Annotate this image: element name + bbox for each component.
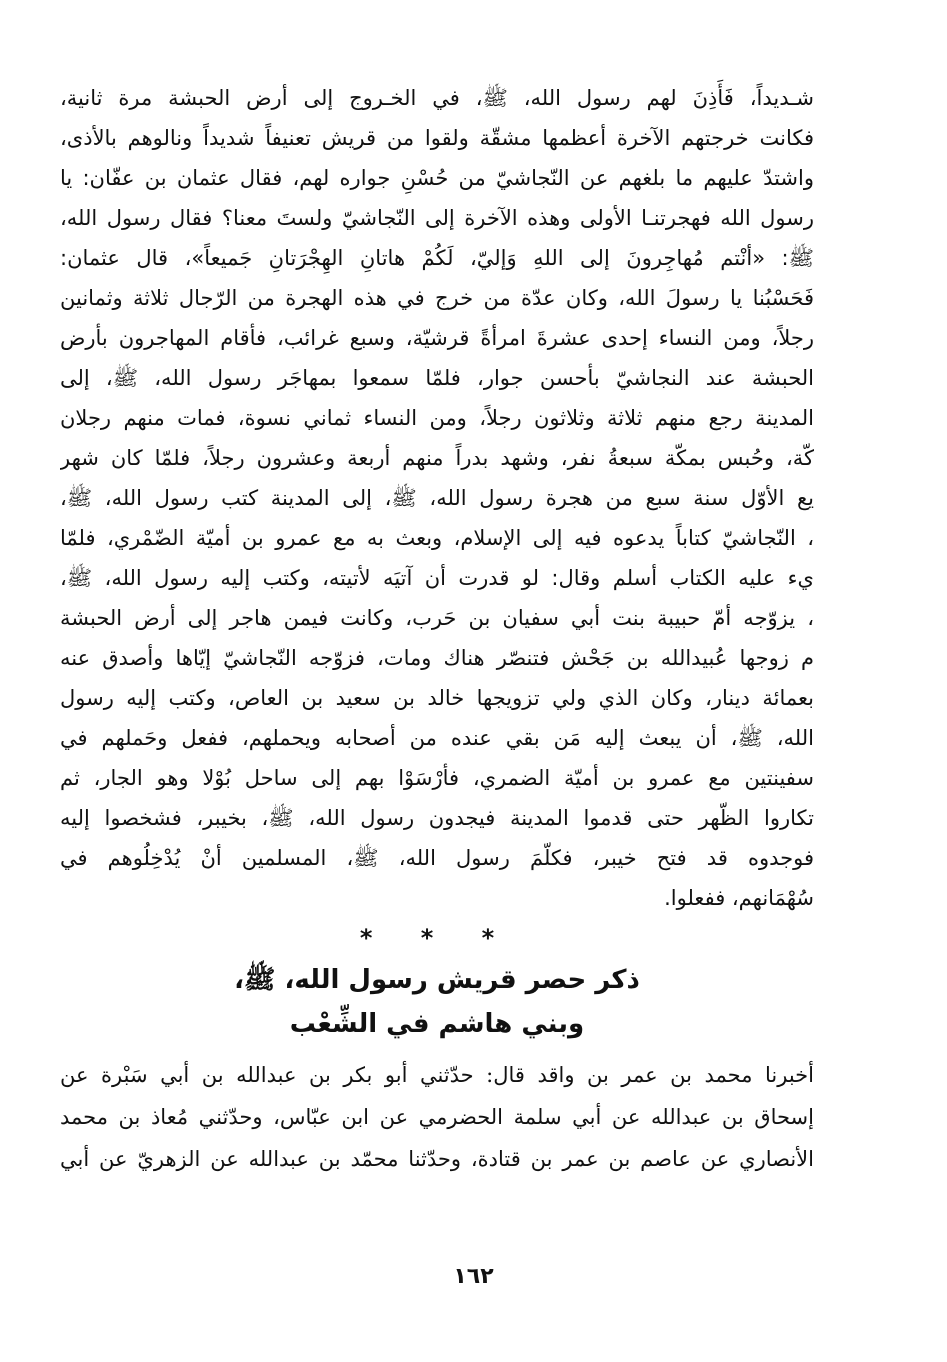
text-line: تكاروا الظّهر حتى قدموا المدينة فيجدون رسول الله، ﷺ، بخيبر، فشخصوا إليه [60,806,814,830]
text-line: فوجدوه قد فتح خيبر، فكلّمَ رسول الله، ﷺ، المسلمين أنْ يُدْخِلُوهم في [60,846,814,870]
text-line: واشتدّ عليهم ما بلغهم عن النّجاشيّ من حُسْنِ جواره لهم، فقال عثمان بن عفّان: يا [60,166,814,190]
text-line: ، النّجاشيّ كتاباً يدعوه فيه إلى الإسلام، وبعث به مع عمرو بن أميّة الضّمْري، فلمّا [60,526,814,550]
text-line: الأنصاري عن عاصم بن عمر بن قتادة، وحدّثنا محمّد بن عبدالله عن الزهريّ عن أبي [60,1147,814,1171]
text-line: رجلاً، ومن النساء إحدى عشرةَ امرأةً قرشيّة، وسبع غرائب، فأقام المهاجرون بأرض [60,326,814,350]
text-line: سُهْمَانهم، ففعلوا. [664,886,814,910]
text-line: ﷺ: «أنْتم مُهاجِرونَ إلى اللهِ وَإليّ، لَكُمْ هاتانِ الهِجْرَتانِ جَميعاً»، قال عثمان: [60,246,814,270]
text-line: يء عليه الكتاب أسلم وقال: لو قدرت أن آتيَه لأتيته، وكتب إليه رسول الله، ﷺ، [60,566,814,590]
page-body [60,78,814,1180]
text-line: رسول الله فهجرتنـا الأولى وهذه الآخرة إلى النّجاشيّ ولستَ معنا؟ فقال رسول الله، [60,206,814,230]
paragraph-2 [60,1054,814,1180]
paragraph-1 [60,78,814,918]
text-line: كّة، وحُبس بمكّة سبعةُ نفر، وشهد بدراً منهم أربعة وعشرون رجلاً، فلمّا كان شهر [60,446,814,470]
text-line: م زوجها عُبيدالله بن جَحْش فتنصّر هناك ومات، فزوّجه النّجاشيّ إيّاها وأصدق عنه [60,646,814,670]
text-line: ، يزوّجه أمّ حبيبة بنت أبي سفيان بن حَرب، وكانت فيمن هاجر إلى أرض الحبشة [60,606,814,630]
text-line: سفينتين مع عمرو بن أميّة الضمري، فأرْسَوْا بهم إلى ساحل بُوْلا وهو الجار، ثم [60,766,814,790]
text-line: الحبشة عند النجاشيّ بأحسن جوار، فلمّا سمعوا بمهاجَر رسول الله، ﷺ، إلى [60,366,814,390]
page-number: ١٦٢ [453,1264,494,1289]
section-heading [60,958,814,1046]
text-line: إسحاق بن عبدالله عن أبي سلمة الحضرمي عن ابن عبّاس، وحدّثني مُعاذ بن محمد [60,1105,814,1129]
text-line: المدينة رجع منهم ثلاثة وثلاثون رجلاً، ومن النساء ثماني نسوة، فمات منهم رجلان [60,406,814,430]
text-line: فَحَسْبُنا يا رسولَ الله، وكان عدّة من خرج في هذه الهجرة من الرّجال ثلاثة وثمانين [60,286,814,310]
text-line: بعمائة دينار، وكان الذي ولي تزويجها خالد بن سعيد بن العاص، وكتب إليه رسول [60,686,814,710]
text-line: الله، ﷺ، أن يبعث إليه مَن بقي عنده من أصحابه ويحملهم، ففعل وحَملهم في [60,726,814,750]
text-line: فكانت خرجتهم الآخرة أعظمها مشقّة ولقوا من قريش تعنيفاً شديداً ونالوهم بالأذى، [60,126,814,150]
text-line: أخبرنا محمد بن عمر بن واقد قال: حدّثني أبو بكر بن عبدالله بن أبي سَبْرة عن [60,1063,814,1087]
heading-line-2: وبني هاشم في الشِّعْب [289,1009,585,1039]
text-line: يع الأوّل سنة سبع من هجرة رسول الله، ﷺ، إلى المدينة كتب رسول الله، ﷺ، [60,486,814,510]
text-line: شـديداً، فَأَذِنَ لهم رسول الله، ﷺ، في الخـروج إلى أرض الحبشة مرة ثانية، [60,86,814,110]
section-separator: * * * [359,924,515,952]
heading-line-1: ذكر حصر قريش رسول الله، ﷺ، [234,965,640,995]
